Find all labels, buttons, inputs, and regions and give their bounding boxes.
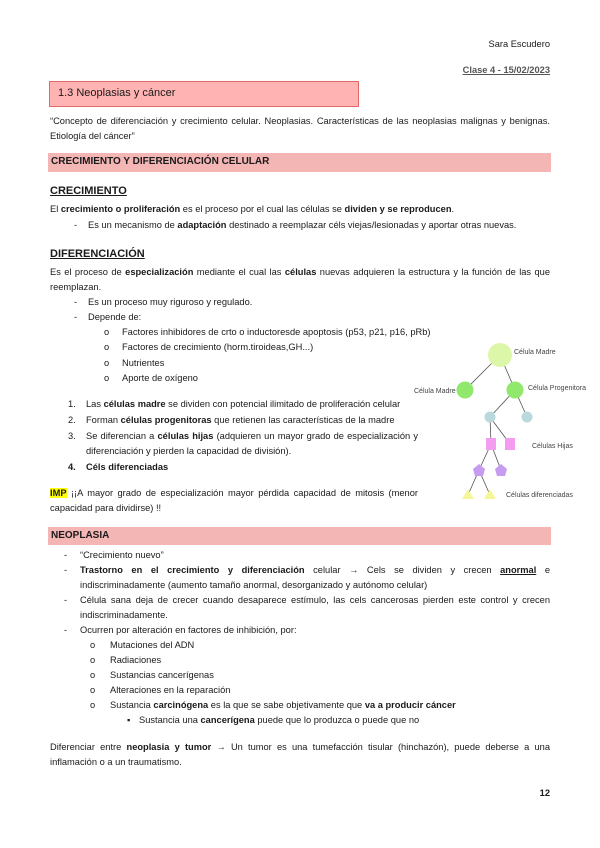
differentiating-cell-node [473, 464, 485, 476]
imp-highlight: IMP [50, 488, 67, 498]
neoplasia-vs-tumor: Diferenciar entre neoplasia y tumor → Un tumor es una tumefacción tisular (hinchazón), puede deberse a una inflamación o a un traumatismo. [50, 742, 550, 767]
heading-diferenciacion: DIFERENCIACIÓN [50, 248, 145, 260]
differentiated-cell-node [462, 489, 474, 499]
list-item: o Nutrientes [104, 358, 165, 368]
neoplasia-list [64, 548, 550, 728]
list-item: - Depende de: [74, 312, 142, 322]
label-differentiated: Células diferenciadas [506, 492, 573, 499]
heading-crecimiento: CRECIMIENTO [50, 185, 127, 197]
list-item: o Aporte de oxígeno [104, 373, 198, 383]
list-item: 1. Las células madre se dividen con potencial ilimitado de proliferación celular [68, 399, 401, 409]
section-title: NEOPLASIA [51, 530, 110, 541]
crecimiento-bullet: - Es un mecanismo de adaptación destinado a reemplazar céls viejas/lesionadas y aportar otras nuevas. [74, 220, 517, 230]
list-item: o Radiaciones [90, 655, 162, 665]
list-item: 2. Forman células progenitoras que retienen las características de la madre [68, 415, 395, 425]
list-item: - “Crecimiento nuevo” [64, 550, 164, 560]
list-item: ▪ Sustancia una cancerígena puede que lo produzca o puede que no [127, 715, 420, 725]
list-item: - Ocurren por alteración en factores de inhibición, por: [64, 625, 297, 635]
list-item: o Sustancias cancerígenas [90, 670, 214, 680]
intro-text: “Concepto de diferenciación y crecimiento celular. Neoplasias. Características de las neoplasias malignas y benignas. Etiología del cáncer” [50, 116, 550, 141]
intermediate-cell-node [522, 412, 533, 423]
progenitor-cell-node [507, 382, 524, 399]
section-bar-crecimiento-diferenciacion [48, 153, 551, 172]
crecimiento-definition: El crecimiento o proliferación es el proceso por el cual las células se dividen y se reproducen. [50, 204, 455, 214]
diferenciacion-definition: Es el proceso de especialización mediante el cual las células nuevas adquieren la estructura y la función de las que reemplazan. [50, 267, 550, 292]
section-bar-neoplasia [48, 527, 551, 545]
list-item: - Trastorno en el crecimiento y diferenciación celular → Cels se dividen y crecen anormal e indiscriminadamente (aumento tamaño anormal, desorganizado y autónomo celular) [64, 565, 550, 590]
imp-note: IMP ¡¡A mayor grado de especialización mayor pérdida capacidad de mitosis (menor capacidad para dividirse) !! [50, 488, 418, 513]
list-item: 4. Céls diferenciadas [68, 462, 169, 472]
label-progenitor: Célula Progenitora [528, 385, 586, 392]
class-date: Clase 4 - 15/02/2023 [462, 65, 550, 75]
cell-differentiation-diagram [414, 335, 598, 510]
page-number: 12 [539, 788, 550, 798]
differentiating-cell-node [495, 464, 507, 476]
label-daughter-cells: Células Hijas [532, 443, 573, 450]
differentiated-cell-node [484, 489, 496, 499]
label-stem-cell-left: Célula Madre [414, 388, 456, 395]
list-item: o Mutaciones del ADN [90, 640, 195, 650]
intermediate-cell-node [485, 412, 496, 423]
label-stem-cell: Célula Madre [514, 349, 556, 356]
daughter-cell-node [486, 438, 496, 450]
list-item: o Factores inhibidores de crto o inductoresde apoptosis (p53, p21, p16, pRb) [104, 327, 431, 337]
list-item: o Alteraciones en la reparación [90, 685, 231, 695]
list-item: - Célula sana deja de crecer cuando desaparece estímulo, las cels cancerosas pierden este control y crecen indiscriminadamente. [64, 595, 550, 620]
list-item: o Sustancia carcinógena es la que se sabe objetivamente que va a producir cáncer [90, 700, 456, 710]
list-item: 3. Se diferencian a células hijas (adquieren un mayor grado de especialización y diferenciación y pierden la capacidad de división). [68, 431, 418, 456]
section-title: CRECIMIENTO Y DIFERENCIACIÓN CELULAR [51, 156, 270, 167]
page-title: 1.3 Neoplasias y cáncer [58, 87, 176, 99]
daughter-cell-node [505, 438, 515, 450]
list-item: - Es un proceso muy riguroso y regulado. [74, 297, 253, 307]
stem-cell-node [457, 382, 474, 399]
stem-cell-node [488, 343, 512, 367]
list-item: o Factores de crecimiento (horm.tiroideas,GH...) [104, 342, 314, 352]
title-box [49, 81, 359, 107]
numbered-list [68, 397, 418, 475]
author: Sara Escudero [488, 39, 550, 49]
